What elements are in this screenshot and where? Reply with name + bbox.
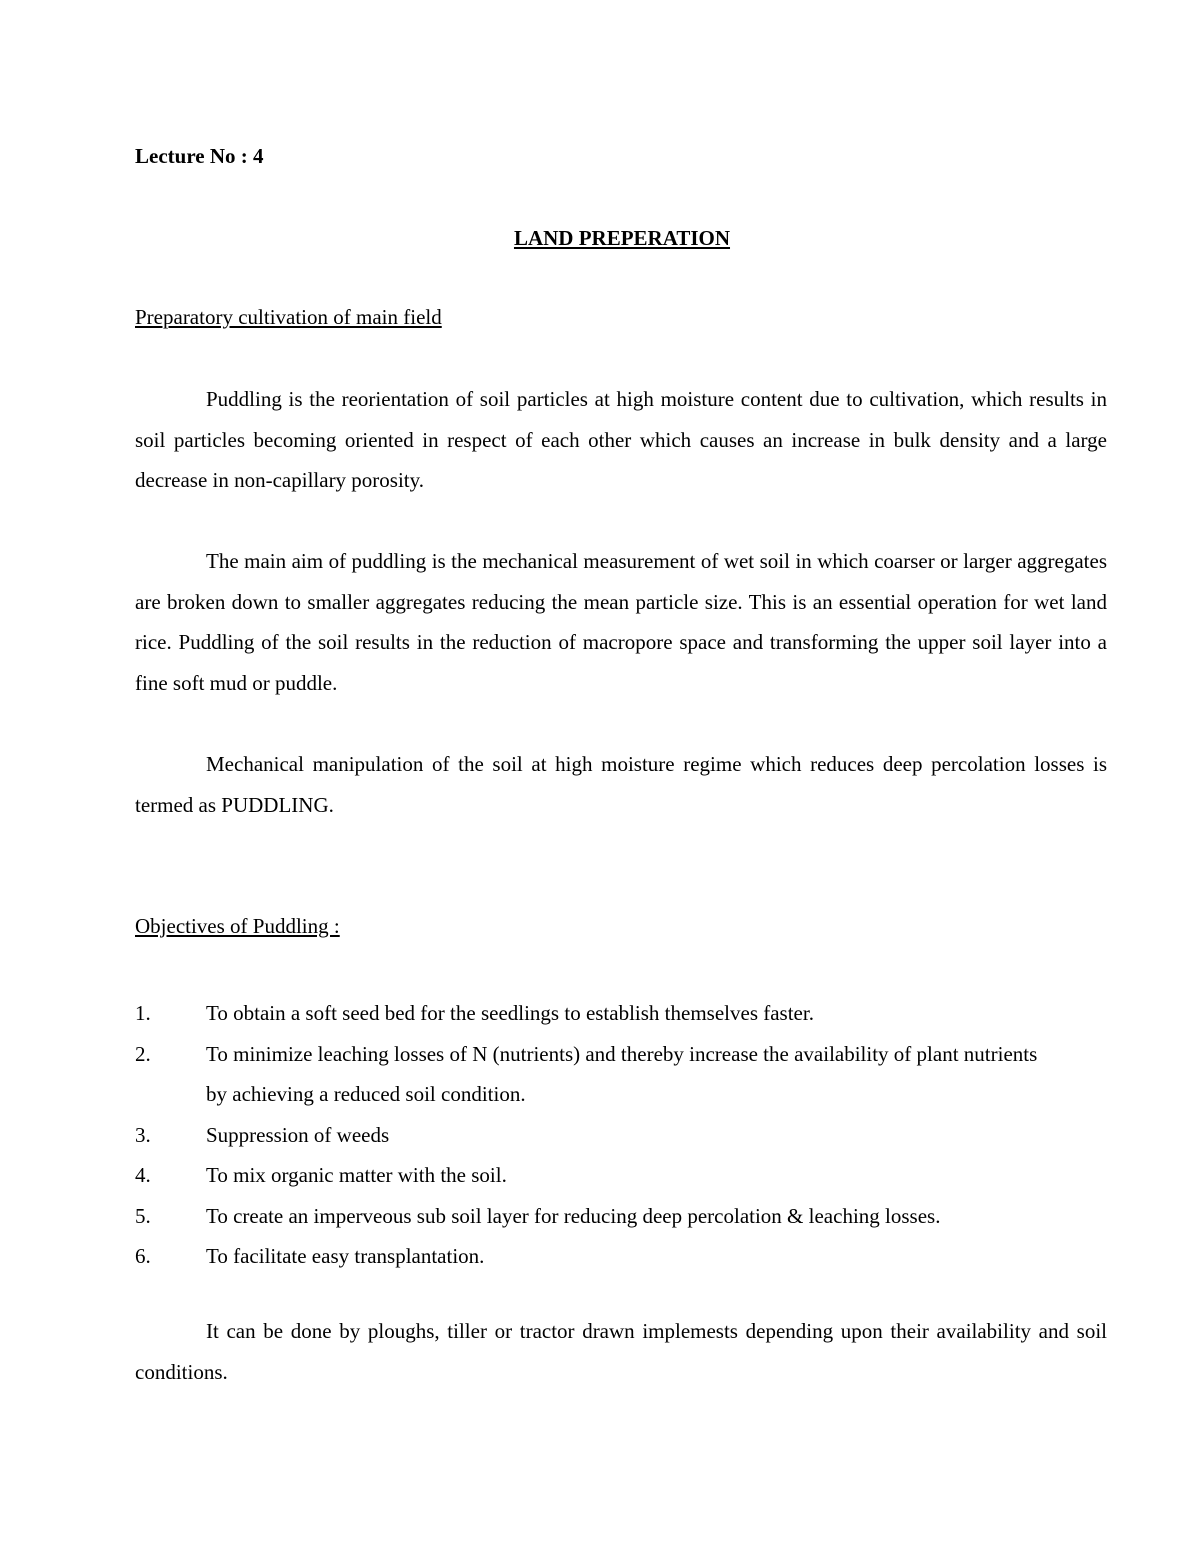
list-item-number: 3.	[135, 1122, 151, 1147]
list-item	[135, 1155, 1107, 1196]
list-item-text: To minimize leaching losses of N (nutrients) and thereby increase the availability of plant nutrients by achieving a reduced soil condition.	[206, 1041, 1038, 1106]
paragraph-puddling-aim: The main aim of puddling is the mechanical measurement of wet soil in which coarser or larger aggregates are broken down to smaller aggregates reducing the mean particle size. This is an essential operation for wet land rice. Puddling of the soil results in the reduction of macropore space and transforming the upper soil layer into a fine soft mud or puddle.	[135, 549, 1107, 695]
document-title: LAND PREPERATION	[513, 226, 731, 250]
list-item-number: 6.	[135, 1244, 151, 1268]
list-item	[135, 1034, 1107, 1115]
list-item	[135, 993, 1107, 1034]
list-item	[135, 1236, 1107, 1277]
list-item-number: 4.	[135, 1163, 151, 1187]
list-item-text: To obtain a soft seed bed for the seedlings to establish themselves faster.	[206, 1001, 814, 1025]
list-item-number: 2.	[135, 1041, 151, 1066]
list-item-text: To create an imperveous sub soil layer for reducing deep percolation & leaching losses.	[206, 1203, 941, 1228]
paragraph-puddling-term: Mechanical manipulation of the soil at high moisture regime which reduces deep percolation losses is termed as PUDDLING.	[135, 752, 1107, 817]
list-item-text: To facilitate easy transplantation.	[206, 1244, 485, 1268]
list-item-number: 1.	[135, 1001, 151, 1025]
section-heading-objectives: Objectives of Puddling :	[135, 914, 340, 938]
list-item-number: 5.	[135, 1203, 151, 1228]
list-item-text: To mix organic matter with the soil.	[206, 1163, 507, 1187]
list-item	[135, 1115, 1107, 1156]
lecture-number: Lecture No : 4	[135, 144, 264, 168]
section-heading-preparatory-cultivation: Preparatory cultivation of main field	[135, 305, 442, 329]
list-item	[135, 1196, 1107, 1237]
list-item-text: Suppression of weeds	[206, 1122, 390, 1147]
objectives-list	[135, 993, 1107, 1277]
paragraph-puddling-definition: Puddling is the reorientation of soil particles at high moisture content due to cultivation, which results in soil particles becoming oriented in respect of each other which causes an increase in bulk density and a large decrease in non-capillary porosity.	[135, 387, 1107, 492]
paragraph-puddling-implements: It can be done by ploughs, tiller or tractor drawn implemests depending upon their availability and soil conditions.	[135, 1319, 1107, 1384]
